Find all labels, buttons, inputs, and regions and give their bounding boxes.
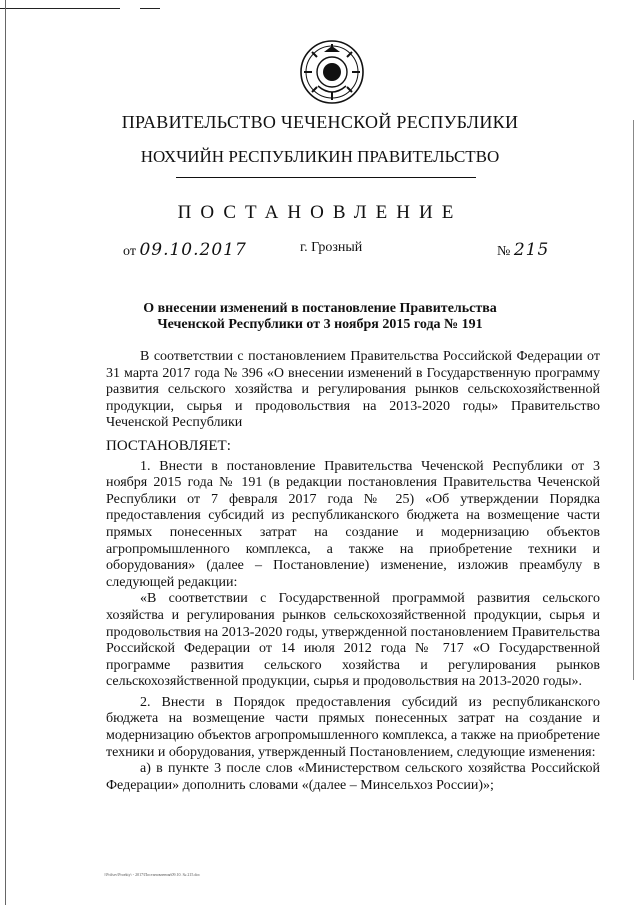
title-line-2: Чеченской Республики от 3 ноября 2015 года № 191 [157,317,483,332]
scan-edge-line-top [0,8,120,9]
coat-of-arms-icon [298,38,366,106]
title-line-1: О внесении изменений в постановление Правительства [143,301,497,316]
item-2a-paragraph: а) в пункте 3 после слов «Министерством сельского хозяйства Российской Федерации» дополнить словами «(далее – Минсельхоз России)»; [106,761,600,793]
number-value: 215 [513,240,550,260]
organization-name-russian: ПРАВИТЕЛЬСТВО ЧЕЧЕНСКОЙ РЕСПУБЛИКИ [121,112,519,132]
item-1-quote-paragraph: «В соответствии с Государственной программой развития сельского хозяйства и регулирования рынков сельскохозяйственной продукции, сырья и продовольствия на 2013-2020 годы, утвержденной постановлением Правительства Российской Федерации от 14 июля 2012 года № 717 «О Государственной программе развития сельского хозяйства и регулирования рынков сельскохозяйственной продукции, сырья и продовольствия на 2013-2020 годы». [106,591,600,690]
scan-edge-line-top-short [140,8,160,9]
preamble-paragraph: В соответствии с постановлением Правительства Российской Федерации от 31 марта 2017 года № 396 «О внесении изменений в Государственную программу развития сельского хозяйства и регулирования рынков сельскохозяйственной продукции, сырья и продовольствия на 2013-2020 годы» Правительство Чеченской Республики [106,349,600,431]
item-2-paragraph: 2. Внести в Порядок предоставления субсидий из республиканского бюджета на возмещение части прямых понесенных затрат на создание и модернизацию объектов агропромышленного комплекса, а также на приобретение техники и оборудования, утвержденный Постановлением, следующие изменения: [106,694,600,760]
document-city: г. Грозный [300,240,363,255]
document-title [0,301,640,333]
organization-name-chechen: НОХЧИЙН РЕСПУБЛИКИН ПРАВИТЕЛЬСТВО [140,147,500,166]
header-divider [176,177,476,178]
file-path-footer: \\Prifsrv\Proekty\ - 2017\Постановления\09.10. № 215.doc [104,872,201,877]
item-1-paragraph: 1. Внести в постановление Правительства Чеченской Республики от 3 ноября 2015 года № 191 (в редакции постановления Правительства Чеченской Республики от 7 февраля 2017 года № 25) «Об утверждении Порядка предоставления субсидий из республиканского бюджета на возмещение части прямых понесенных затрат на создание и модернизацию объектов агропромышленного комплекса, а также на приобретение техники и оборудования» (далее – Постановление) изменение, изложив преамбулу в следующей редакции: [106,458,600,590]
scan-edge-line-left [5,0,6,905]
document-body [106,349,600,794]
date-prefix: от [123,244,136,259]
postanovlyaet-heading: ПОСТАНОВЛЯЕТ: [106,437,231,454]
document-number [497,240,549,260]
date-value: 09.10.2017 [139,240,247,260]
document-type: ПОСТАНОВЛЕНИЕ [177,202,463,223]
number-prefix: № [497,244,511,259]
document-date [123,240,247,260]
